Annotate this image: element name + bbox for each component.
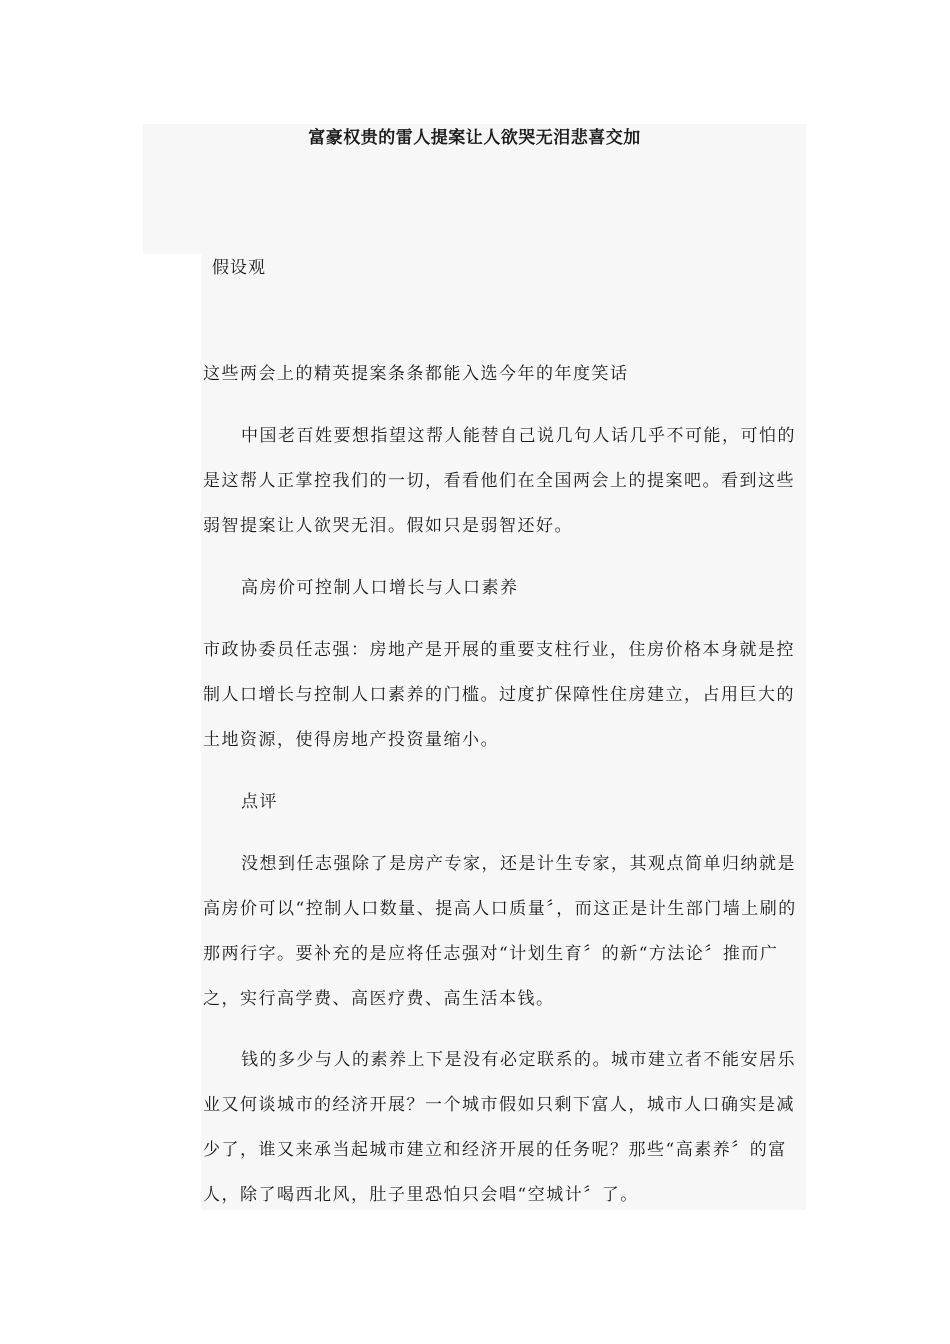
subtitle-paragraph: 这些两会上的精英提案条条都能入选今年的年度笑话: [203, 364, 629, 384]
section-heading: 高房价可控制人口增长与人口素养: [241, 578, 519, 598]
comment-paragraph-1: 没想到任志强除了是房产专家，还是计生专家，其观点简单归纳就是高房价可以“控制人口数量、提高人口质量〞，而这正是计生部门墙上刷的那两行字。要补充的是应将任志强对“计划生育〞的新“方法论〞推而广之，实行高学费、高医疗费、高生活本钱。: [203, 854, 797, 1009]
document-title: 富豪权贵的雷人提案让人欲哭无泪悲喜交加: [308, 128, 641, 148]
intro-paragraph: 中国老百姓要想指望这帮人能替自己说几句人话几乎不可能，可怕的是这帮人正掌控我们的一切，看看他们在全国两会上的提案吧。看到这些弱智提案让人欲哭无泪。假如只是弱智还好。: [203, 426, 796, 536]
author-byline: 假设观: [212, 258, 266, 278]
comment-label: 点评: [241, 792, 278, 812]
comment-paragraph-2: 钱的多少与人的素养上下是没有必定联系的。城市建立者不能安居乐业又何谈城市的经济开展？一个城市假如只剩下富人，城市人口确实是减少了，谁又来承当起城市建立和经济开展的任务呢？那些“高素养〞的富人，除了喝西北风，肚子里恐怕只会唱“空城计〞了。: [203, 1050, 796, 1205]
proposal-paragraph: 市政协委员任志强：房地产是开展的重要支柱行业，住房价格本身就是控制人口增长与控制人口素养的门槛。过度扩保障性住房建立，占用巨大的土地资源，使得房地产投资量缩小。: [203, 640, 795, 750]
